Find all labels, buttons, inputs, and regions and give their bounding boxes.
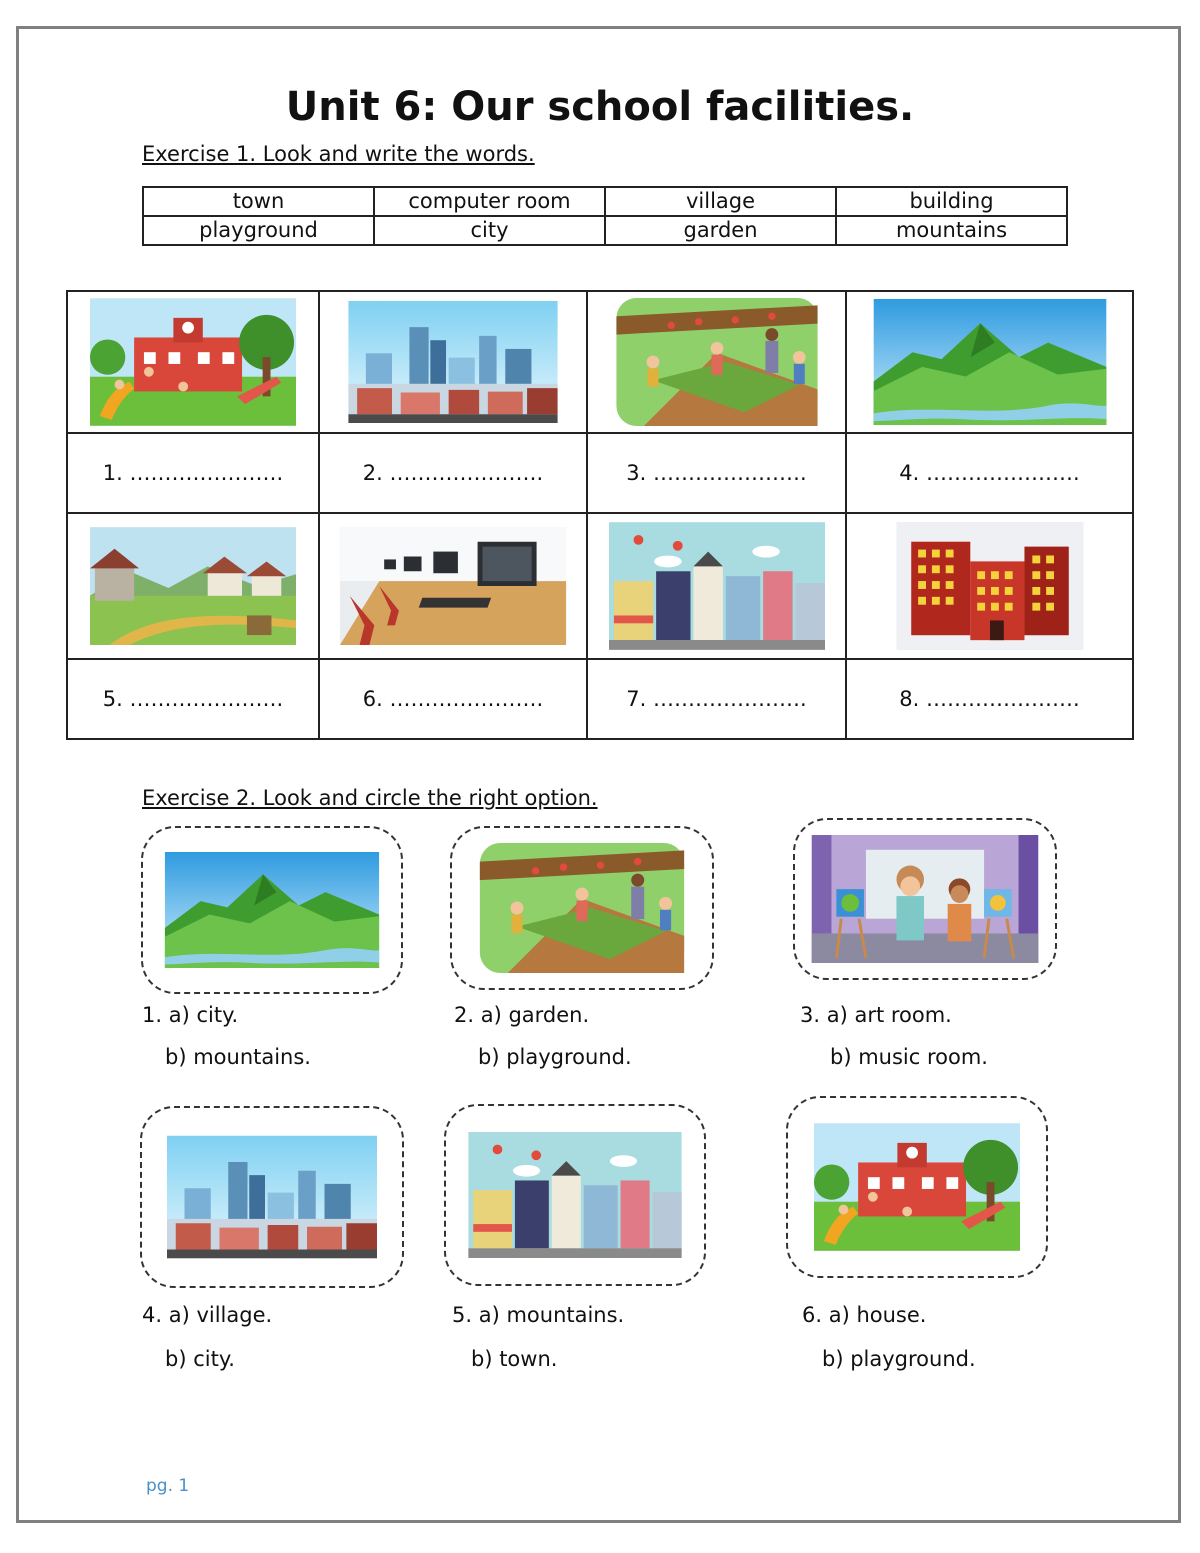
word-box-cell: playground <box>143 216 374 245</box>
option-a[interactable]: 6. a) house. <box>802 1303 927 1327</box>
picture-grid <box>66 290 1134 740</box>
picture-cell <box>587 291 846 433</box>
option-frame <box>141 826 403 994</box>
town-picture <box>467 1132 683 1258</box>
answer-blank[interactable]: 7. …………………. <box>587 659 846 739</box>
option-a[interactable]: 1. a) city. <box>142 1003 239 1027</box>
garden-picture <box>609 298 825 426</box>
art-room-picture <box>809 835 1041 963</box>
word-box-cell: garden <box>605 216 836 245</box>
option-b[interactable]: b) playground. <box>822 1347 976 1371</box>
answer-blank[interactable]: 4. …………………. <box>846 433 1133 513</box>
picture-cell <box>846 513 1133 659</box>
word-box-cell: city <box>374 216 605 245</box>
town-picture <box>609 522 825 650</box>
option-b[interactable]: b) city. <box>165 1347 235 1371</box>
word-box <box>142 186 1068 246</box>
word-box-cell: village <box>605 187 836 216</box>
word-box-cell: mountains <box>836 216 1067 245</box>
playground-picture <box>90 298 296 426</box>
option-frame <box>140 1106 404 1288</box>
answer-blank[interactable]: 8. …………………. <box>846 659 1133 739</box>
option-frame <box>444 1104 706 1286</box>
computer-room-picture <box>339 527 567 645</box>
city-picture <box>348 301 558 423</box>
word-box-cell: town <box>143 187 374 216</box>
picture-cell <box>67 513 319 659</box>
option-b[interactable]: b) playground. <box>478 1045 632 1069</box>
option-frame <box>793 818 1057 980</box>
exercise-1-heading: Exercise 1. Look and write the words. <box>142 142 535 166</box>
playground-picture <box>814 1123 1020 1251</box>
answer-blank[interactable]: 6. …………………. <box>319 659 587 739</box>
village-picture <box>90 526 296 646</box>
option-b[interactable]: b) town. <box>471 1347 558 1371</box>
page-title: Unit 6: Our school facilities. <box>285 84 915 130</box>
option-frame <box>450 826 714 990</box>
page-border <box>16 26 1181 1523</box>
word-box-cell: computer room <box>374 187 605 216</box>
option-b[interactable]: b) music room. <box>830 1045 988 1069</box>
picture-cell <box>319 513 587 659</box>
picture-cell <box>67 291 319 433</box>
answer-blank[interactable]: 2. …………………. <box>319 433 587 513</box>
mountains-picture <box>163 852 381 968</box>
option-a[interactable]: 2. a) garden. <box>454 1003 590 1027</box>
option-frame <box>786 1096 1048 1278</box>
page-number: pg. 1 <box>146 1476 190 1496</box>
option-a[interactable]: 3. a) art room. <box>800 1003 952 1027</box>
option-a[interactable]: 5. a) mountains. <box>452 1303 625 1327</box>
picture-cell <box>587 513 846 659</box>
city-picture <box>167 1135 377 1259</box>
building-picture <box>895 522 1085 650</box>
exercise-2-heading: Exercise 2. Look and circle the right option. <box>142 786 598 810</box>
garden-picture <box>475 843 689 973</box>
mountains-picture <box>872 299 1108 425</box>
option-b[interactable]: b) mountains. <box>165 1045 311 1069</box>
word-box-cell: building <box>836 187 1067 216</box>
option-a[interactable]: 4. a) village. <box>142 1303 273 1327</box>
picture-cell <box>319 291 587 433</box>
answer-blank[interactable]: 1. …………………. <box>67 433 319 513</box>
answer-blank[interactable]: 5. …………………. <box>67 659 319 739</box>
picture-cell <box>846 291 1133 433</box>
answer-blank[interactable]: 3. …………………. <box>587 433 846 513</box>
